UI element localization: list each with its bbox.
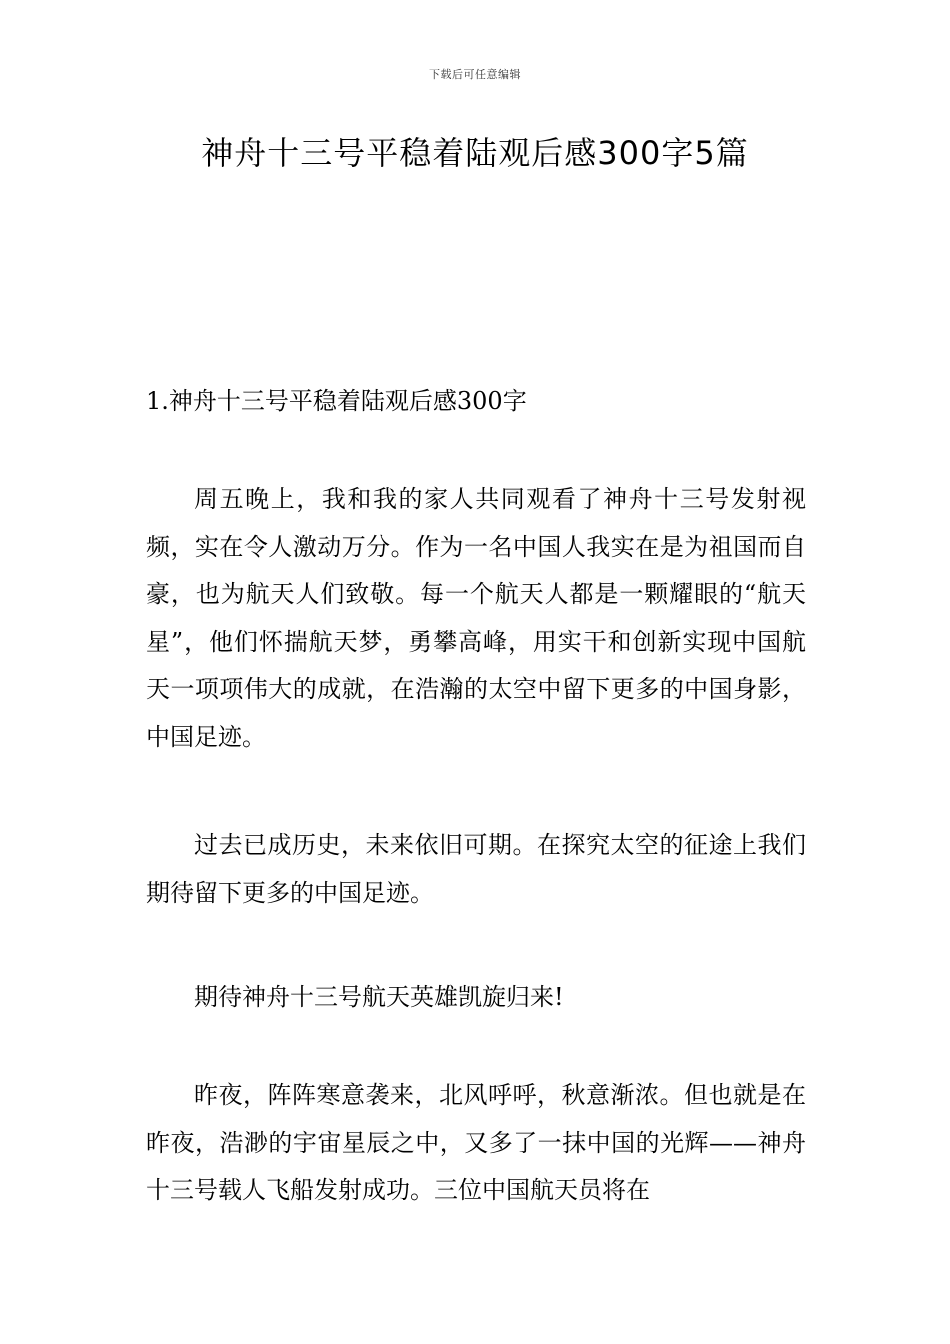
- body-paragraph: 周五晚上，我和我的家人共同观看了神舟十三号发射视频，实在令人激动万分。作为一名中国人我实在是为祖国而自豪，也为航天人们致敬。每一个航天人都是一颗耀眼的“航天星”，他们怀揣航天梦，勇攀高峰，用实干和创新实现中国航天一项项伟大的成就，在浩瀚的太空中留下更多的中国身影，中国足迹。: [146, 485, 806, 751]
- document-title: 神舟十三号平稳着陆观后感300字5篇: [201, 134, 749, 172]
- body-paragraph: 过去已成历史，未来依旧可期。在探究太空的征途上我们期待留下更多的中国足迹。: [146, 831, 806, 907]
- body-paragraph: 期待神舟十三号航天英雄凯旋归来!: [194, 983, 564, 1011]
- section-heading: 1.神舟十三号平稳着陆观后感300字: [146, 387, 527, 415]
- header-note: 下载后可任意编辑: [429, 68, 521, 81]
- body-paragraph: 昨夜，阵阵寒意袭来，北风呼呼，秋意渐浓。但也就是在昨夜，浩渺的宇宙星辰之中，又多了一抹中国的光辉——神舟十三号载人飞船发射成功。三位中国航天员将在: [146, 1081, 806, 1204]
